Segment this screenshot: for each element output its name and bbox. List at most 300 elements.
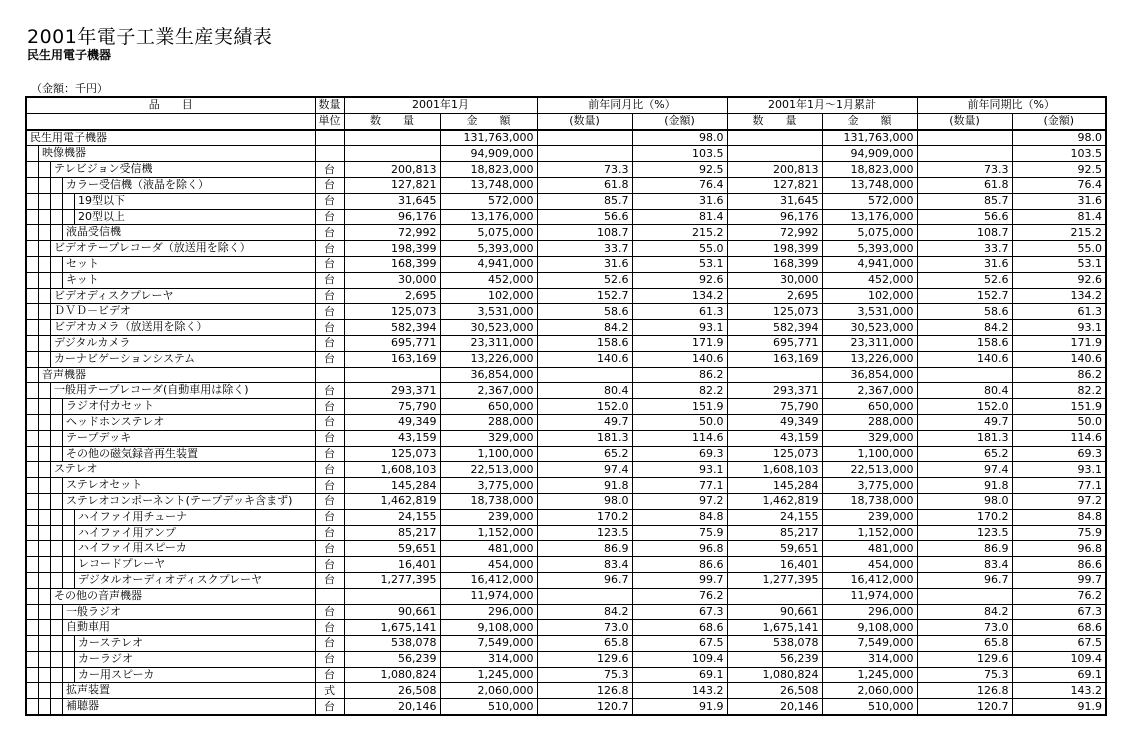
cell-qty: 24,155 [344, 509, 440, 525]
table-row [26, 209, 1106, 225]
cell-cum-amount: 288,000 [822, 414, 917, 430]
cell-qty: 582,394 [344, 320, 440, 336]
cell-yoy-amount: 93.1 [632, 462, 727, 478]
row-item-name [26, 414, 315, 430]
cell-cum-qty: 125,073 [727, 304, 822, 320]
row-item-name [26, 478, 315, 494]
row-item-name [26, 367, 315, 383]
unit-note: （金額：千円） [31, 82, 108, 95]
cell-cum-amount: 22,513,000 [822, 462, 917, 478]
cell-yoyp-amount: 67.3 [1012, 604, 1106, 620]
row-label: セット [66, 256, 99, 270]
cell-unit [315, 130, 344, 146]
cell-yoyp-amount: 92.6 [1012, 272, 1106, 288]
cell-yoyp-amount: 93.1 [1012, 320, 1106, 336]
indent-rule [27, 304, 39, 319]
cell-yoy-amount: 67.5 [632, 636, 727, 652]
cell-yoyp-amount: 69.1 [1012, 667, 1106, 683]
row-item-name [26, 256, 315, 272]
table-row [26, 699, 1106, 715]
cell-unit: 台 [315, 304, 344, 320]
cell-yoyp-qty: 126.8 [917, 683, 1012, 699]
cell-cum-qty: 1,277,395 [727, 572, 822, 588]
cell-yoy-amount: 53.1 [632, 256, 727, 272]
cell-yoy-qty: 86.9 [537, 541, 632, 557]
cell-amount: 16,412,000 [440, 572, 537, 588]
cell-yoy-amount: 143.2 [632, 683, 727, 699]
table-row [26, 509, 1106, 525]
header-jan-2001: 2001年1月 [344, 97, 537, 113]
indent-rule [27, 415, 39, 430]
cell-yoy-amount: 96.8 [632, 541, 727, 557]
cell-yoy-qty: 98.0 [537, 493, 632, 509]
table-row [26, 383, 1106, 399]
row-label: レコードプレーヤ [78, 557, 166, 571]
cell-cum-amount: 481,000 [822, 541, 917, 557]
cell-amount: 102,000 [440, 288, 537, 304]
row-label: 一般用テープレコーダ(自動車用は除く) [54, 383, 249, 397]
indent-rule [39, 462, 51, 477]
cell-yoy-amount: 77.1 [632, 478, 727, 494]
indent-rule [27, 652, 39, 667]
cell-amount: 481,000 [440, 541, 537, 557]
cell-qty: 20,146 [344, 699, 440, 715]
cell-cum-amount: 1,245,000 [822, 667, 917, 683]
cell-qty: 125,073 [344, 304, 440, 320]
row-label: 補聴器 [66, 699, 99, 713]
cell-cum-qty: 145,284 [727, 478, 822, 494]
row-label: 音声機器 [42, 367, 86, 381]
indent-rule [27, 336, 39, 351]
indent-rule [39, 320, 51, 335]
cell-unit: 台 [315, 272, 344, 288]
row-label: ステレオ [54, 462, 98, 476]
cell-yoyp-amount: 81.4 [1012, 209, 1106, 225]
table-row [26, 367, 1106, 383]
cell-yoy-qty: 80.4 [537, 383, 632, 399]
indent-rule [27, 289, 39, 304]
row-item-name [26, 541, 315, 557]
row-label: ステレオセット [66, 478, 143, 492]
cell-amount: 452,000 [440, 272, 537, 288]
cell-cum-qty: 96,176 [727, 209, 822, 225]
row-label: ビデオテープレコーダ（放送用を除く） [54, 241, 251, 255]
row-item-name [26, 667, 315, 683]
cell-qty [344, 367, 440, 383]
cell-yoy-qty [537, 367, 632, 383]
cell-cum-qty: 1,608,103 [727, 462, 822, 478]
cell-cum-amount: 296,000 [822, 604, 917, 620]
cell-yoy-amount: 215.2 [632, 225, 727, 241]
row-item-name [26, 636, 315, 652]
cell-qty: 96,176 [344, 209, 440, 225]
cell-cum-qty: 31,645 [727, 193, 822, 209]
cell-amount: 18,738,000 [440, 493, 537, 509]
cell-unit: 台 [315, 193, 344, 209]
row-item-name [26, 288, 315, 304]
table-row [26, 620, 1106, 636]
indent-rule [39, 241, 51, 256]
cell-cum-qty: 582,394 [727, 320, 822, 336]
table-row [26, 446, 1106, 462]
cell-unit: 台 [315, 177, 344, 193]
cell-qty: 538,078 [344, 636, 440, 652]
indent-rule [27, 526, 39, 541]
cell-yoy-amount: 50.0 [632, 414, 727, 430]
cell-unit: 台 [315, 320, 344, 336]
cell-yoy-qty: 65.2 [537, 446, 632, 462]
cell-unit: 台 [315, 699, 344, 715]
row-label: 液晶受信機 [66, 225, 121, 239]
indent-rule [63, 541, 75, 556]
cell-yoyp-qty: 123.5 [917, 525, 1012, 541]
cell-cum-qty: 90,661 [727, 604, 822, 620]
cell-unit [315, 588, 344, 604]
cell-amount: 572,000 [440, 193, 537, 209]
cell-cum-amount: 4,941,000 [822, 256, 917, 272]
cell-yoy-amount: 109.4 [632, 651, 727, 667]
row-item-name [26, 509, 315, 525]
cell-amount: 314,000 [440, 651, 537, 667]
indent-rule [27, 447, 39, 462]
cell-yoy-qty: 91.8 [537, 478, 632, 494]
cell-qty: 30,000 [344, 272, 440, 288]
indent-rule [27, 478, 39, 493]
cell-yoyp-qty: 91.8 [917, 478, 1012, 494]
cell-yoyp-amount: 84.8 [1012, 509, 1106, 525]
cell-cum-qty [727, 588, 822, 604]
cell-cum-qty: 293,371 [727, 383, 822, 399]
row-item-name [26, 493, 315, 509]
indent-rule [51, 652, 63, 667]
indent-rule [27, 241, 39, 256]
indent-rule [63, 557, 75, 572]
table-row [26, 288, 1106, 304]
cell-yoy-amount: 61.3 [632, 304, 727, 320]
row-item-name [26, 162, 315, 178]
cell-yoyp-amount: 77.1 [1012, 478, 1106, 494]
cell-unit: 台 [315, 493, 344, 509]
indent-rule [51, 636, 63, 651]
cell-unit: 台 [315, 288, 344, 304]
row-item-name [26, 399, 315, 415]
cell-unit [315, 367, 344, 383]
cell-yoyp-amount: 69.3 [1012, 446, 1106, 462]
indent-rule [51, 399, 63, 414]
cell-qty: 1,277,395 [344, 572, 440, 588]
cell-yoy-amount: 67.3 [632, 604, 727, 620]
indent-rule [39, 336, 51, 351]
cell-yoyp-amount: 99.7 [1012, 572, 1106, 588]
cell-unit: 台 [315, 351, 344, 367]
table-row [26, 146, 1106, 162]
cell-yoyp-amount: 31.6 [1012, 193, 1106, 209]
cell-cum-qty: 2,695 [727, 288, 822, 304]
row-item-name [26, 146, 315, 162]
indent-rule [27, 431, 39, 446]
cell-yoy-amount: 81.4 [632, 209, 727, 225]
cell-yoyp-amount: 140.6 [1012, 351, 1106, 367]
table-row [26, 335, 1106, 351]
cell-yoyp-amount: 61.3 [1012, 304, 1106, 320]
cell-qty: 293,371 [344, 383, 440, 399]
cell-qty [344, 146, 440, 162]
indent-rule [51, 699, 63, 714]
row-label: カラー受信機（液晶を除く） [66, 177, 209, 191]
cell-amount: 7,549,000 [440, 636, 537, 652]
cell-cum-qty: 16,401 [727, 557, 822, 573]
header-qty-unit-bottom: 単位 [315, 113, 344, 129]
cell-yoyp-amount: 50.0 [1012, 414, 1106, 430]
cell-yoyp-qty: 84.2 [917, 604, 1012, 620]
cell-unit: 台 [315, 525, 344, 541]
cell-yoy-amount: 91.9 [632, 699, 727, 715]
cell-unit: 台 [315, 225, 344, 241]
cell-yoy-qty: 96.7 [537, 572, 632, 588]
table-row [26, 241, 1106, 257]
indent-rule [39, 273, 51, 288]
cell-yoy-amount: 114.6 [632, 430, 727, 446]
cell-qty: 1,608,103 [344, 462, 440, 478]
indent-rule [27, 668, 39, 683]
indent-rule [27, 605, 39, 620]
table-row [26, 683, 1106, 699]
cell-amount: 94,909,000 [440, 146, 537, 162]
cell-unit: 台 [315, 414, 344, 430]
cell-cum-qty: 43,159 [727, 430, 822, 446]
cell-yoyp-amount: 97.2 [1012, 493, 1106, 509]
cell-yoy-amount: 82.2 [632, 383, 727, 399]
cell-amount: 36,854,000 [440, 367, 537, 383]
cell-amount: 23,311,000 [440, 335, 537, 351]
indent-rule [63, 510, 75, 525]
row-label: テレビジョン受信機 [54, 162, 153, 176]
cell-yoy-qty: 65.8 [537, 636, 632, 652]
indent-rule [39, 210, 51, 225]
cell-qty: 1,675,141 [344, 620, 440, 636]
cell-amount: 1,152,000 [440, 525, 537, 541]
cell-qty: 168,399 [344, 256, 440, 272]
table-row [26, 478, 1106, 494]
header-yoy: 前年同月比（%） [537, 97, 727, 113]
indent-rule [27, 494, 39, 509]
row-item-name [26, 699, 315, 715]
cell-yoyp-qty: 49.7 [917, 414, 1012, 430]
cell-yoyp-qty: 98.0 [917, 493, 1012, 509]
cell-amount: 18,823,000 [440, 162, 537, 178]
indent-rule [51, 526, 63, 541]
cell-yoyp-qty: 73.3 [917, 162, 1012, 178]
cell-cum-qty [727, 146, 822, 162]
row-label: ハイファイ用チューナ [78, 509, 188, 523]
cell-amount: 454,000 [440, 557, 537, 573]
cell-yoyp-amount: 53.1 [1012, 256, 1106, 272]
cell-unit: 台 [315, 509, 344, 525]
cell-qty: 200,813 [344, 162, 440, 178]
cell-yoyp-qty: 129.6 [917, 651, 1012, 667]
cell-yoyp-qty [917, 146, 1012, 162]
row-label: カーラジオ [78, 651, 133, 665]
cell-yoyp-qty: 97.4 [917, 462, 1012, 478]
row-label: ステレオコンポーネント(テープデッキ含まず) [66, 493, 293, 507]
cell-yoy-amount: 98.0 [632, 130, 727, 146]
cell-amount: 5,075,000 [440, 225, 537, 241]
indent-rule [51, 447, 63, 462]
cell-amount: 288,000 [440, 414, 537, 430]
indent-rule [39, 683, 51, 698]
cell-yoy-amount: 76.4 [632, 177, 727, 193]
indent-rule [27, 462, 39, 477]
cell-yoyp-amount: 76.2 [1012, 588, 1106, 604]
indent-rule [51, 478, 63, 493]
cell-yoy-amount: 140.6 [632, 351, 727, 367]
row-label: 拡声装置 [66, 683, 110, 697]
cell-unit: 台 [315, 541, 344, 557]
cell-qty: 72,992 [344, 225, 440, 241]
cell-amount: 2,367,000 [440, 383, 537, 399]
cell-amount: 13,748,000 [440, 177, 537, 193]
cell-qty [344, 130, 440, 146]
header-yoy-period: 前年同期比（%） [917, 97, 1106, 113]
row-item-name [26, 572, 315, 588]
cell-yoy-amount: 92.5 [632, 162, 727, 178]
table-row [26, 636, 1106, 652]
cell-yoyp-amount: 55.0 [1012, 241, 1106, 257]
cell-cum-amount: 2,367,000 [822, 383, 917, 399]
cell-yoyp-qty: 75.3 [917, 667, 1012, 683]
indent-rule [51, 683, 63, 698]
indent-rule [27, 210, 39, 225]
cell-cum-amount: 36,854,000 [822, 367, 917, 383]
indent-rule [63, 194, 75, 209]
cell-yoy-qty: 84.2 [537, 604, 632, 620]
production-table [25, 96, 1107, 716]
cell-cum-qty [727, 130, 822, 146]
cell-yoyp-amount: 114.6 [1012, 430, 1106, 446]
cell-unit: 台 [315, 430, 344, 446]
header-cum-amount: 金 額 [822, 113, 917, 129]
row-label: カーステレオ [78, 636, 144, 650]
cell-yoy-qty: 158.6 [537, 335, 632, 351]
row-item-name [26, 351, 315, 367]
indent-rule [27, 573, 39, 588]
cell-yoyp-amount: 86.6 [1012, 557, 1106, 573]
cell-yoyp-amount: 67.5 [1012, 636, 1106, 652]
indent-rule [51, 273, 63, 288]
cell-yoyp-amount: 143.2 [1012, 683, 1106, 699]
cell-cum-amount: 510,000 [822, 699, 917, 715]
indent-rule [27, 225, 39, 240]
cell-yoy-qty: 73.0 [537, 620, 632, 636]
indent-rule [27, 273, 39, 288]
cell-yoyp-amount: 103.5 [1012, 146, 1106, 162]
cell-qty: 75,790 [344, 399, 440, 415]
row-item-name [26, 272, 315, 288]
cell-amount: 11,974,000 [440, 588, 537, 604]
indent-rule [39, 589, 51, 604]
cell-cum-qty: 125,073 [727, 446, 822, 462]
cell-yoy-qty [537, 588, 632, 604]
cell-qty: 127,821 [344, 177, 440, 193]
cell-cum-qty: 200,813 [727, 162, 822, 178]
indent-rule [39, 494, 51, 509]
cell-yoy-amount: 68.6 [632, 620, 727, 636]
header-cum-qty: 数 量 [727, 113, 822, 129]
indent-rule [39, 352, 51, 367]
row-item-name [26, 304, 315, 320]
row-label: 自動車用 [66, 620, 110, 634]
cell-yoy-qty: 61.8 [537, 177, 632, 193]
indent-rule [27, 146, 39, 161]
cell-yoy-qty: 73.3 [537, 162, 632, 178]
cell-yoy-amount: 31.6 [632, 193, 727, 209]
cell-cum-qty: 30,000 [727, 272, 822, 288]
cell-amount: 2,060,000 [440, 683, 537, 699]
indent-rule [63, 210, 75, 225]
indent-rule [51, 605, 63, 620]
cell-unit: 台 [315, 620, 344, 636]
cell-amount: 13,226,000 [440, 351, 537, 367]
row-label: ビデオカメラ（放送用を除く） [54, 320, 208, 334]
cell-qty: 163,169 [344, 351, 440, 367]
indent-rule [39, 415, 51, 430]
row-item-name [26, 620, 315, 636]
cell-amount: 1,100,000 [440, 446, 537, 462]
indent-rule [27, 683, 39, 698]
row-label: ＤＶＤ－ビデオ [54, 304, 131, 318]
header-row-1 [26, 97, 1106, 113]
indent-rule [39, 605, 51, 620]
cell-yoy-amount: 86.6 [632, 557, 727, 573]
cell-yoy-qty: 33.7 [537, 241, 632, 257]
cell-yoyp-qty: 31.6 [917, 256, 1012, 272]
cell-yoy-amount: 103.5 [632, 146, 727, 162]
row-item-name [26, 225, 315, 241]
cell-qty: 56,239 [344, 651, 440, 667]
table-row [26, 130, 1106, 146]
cell-yoy-amount: 99.7 [632, 572, 727, 588]
cell-cum-qty: 56,239 [727, 651, 822, 667]
table-row [26, 272, 1106, 288]
cell-unit: 台 [315, 462, 344, 478]
indent-rule [39, 431, 51, 446]
indent-rule [27, 399, 39, 414]
cell-unit: 台 [315, 335, 344, 351]
cell-cum-qty: 24,155 [727, 509, 822, 525]
cell-yoyp-qty: 56.6 [917, 209, 1012, 225]
cell-cum-amount: 239,000 [822, 509, 917, 525]
cell-qty: 1,080,824 [344, 667, 440, 683]
row-item-name [26, 588, 315, 604]
row-label: 民生用電子機器 [30, 130, 107, 144]
indent-rule [27, 541, 39, 556]
table-row [26, 193, 1106, 209]
indent-rule [39, 668, 51, 683]
cell-cum-amount: 16,412,000 [822, 572, 917, 588]
cell-yoyp-amount: 96.8 [1012, 541, 1106, 557]
cell-unit: 台 [315, 604, 344, 620]
cell-unit: 台 [315, 209, 344, 225]
table-row [26, 320, 1106, 336]
cell-yoyp-qty: 158.6 [917, 335, 1012, 351]
cell-yoy-qty: 129.6 [537, 651, 632, 667]
cell-unit: 台 [315, 241, 344, 257]
cell-yoy-qty [537, 146, 632, 162]
cell-amount: 510,000 [440, 699, 537, 715]
cell-cum-amount: 94,909,000 [822, 146, 917, 162]
indent-rule [51, 210, 63, 225]
indent-rule [39, 526, 51, 541]
